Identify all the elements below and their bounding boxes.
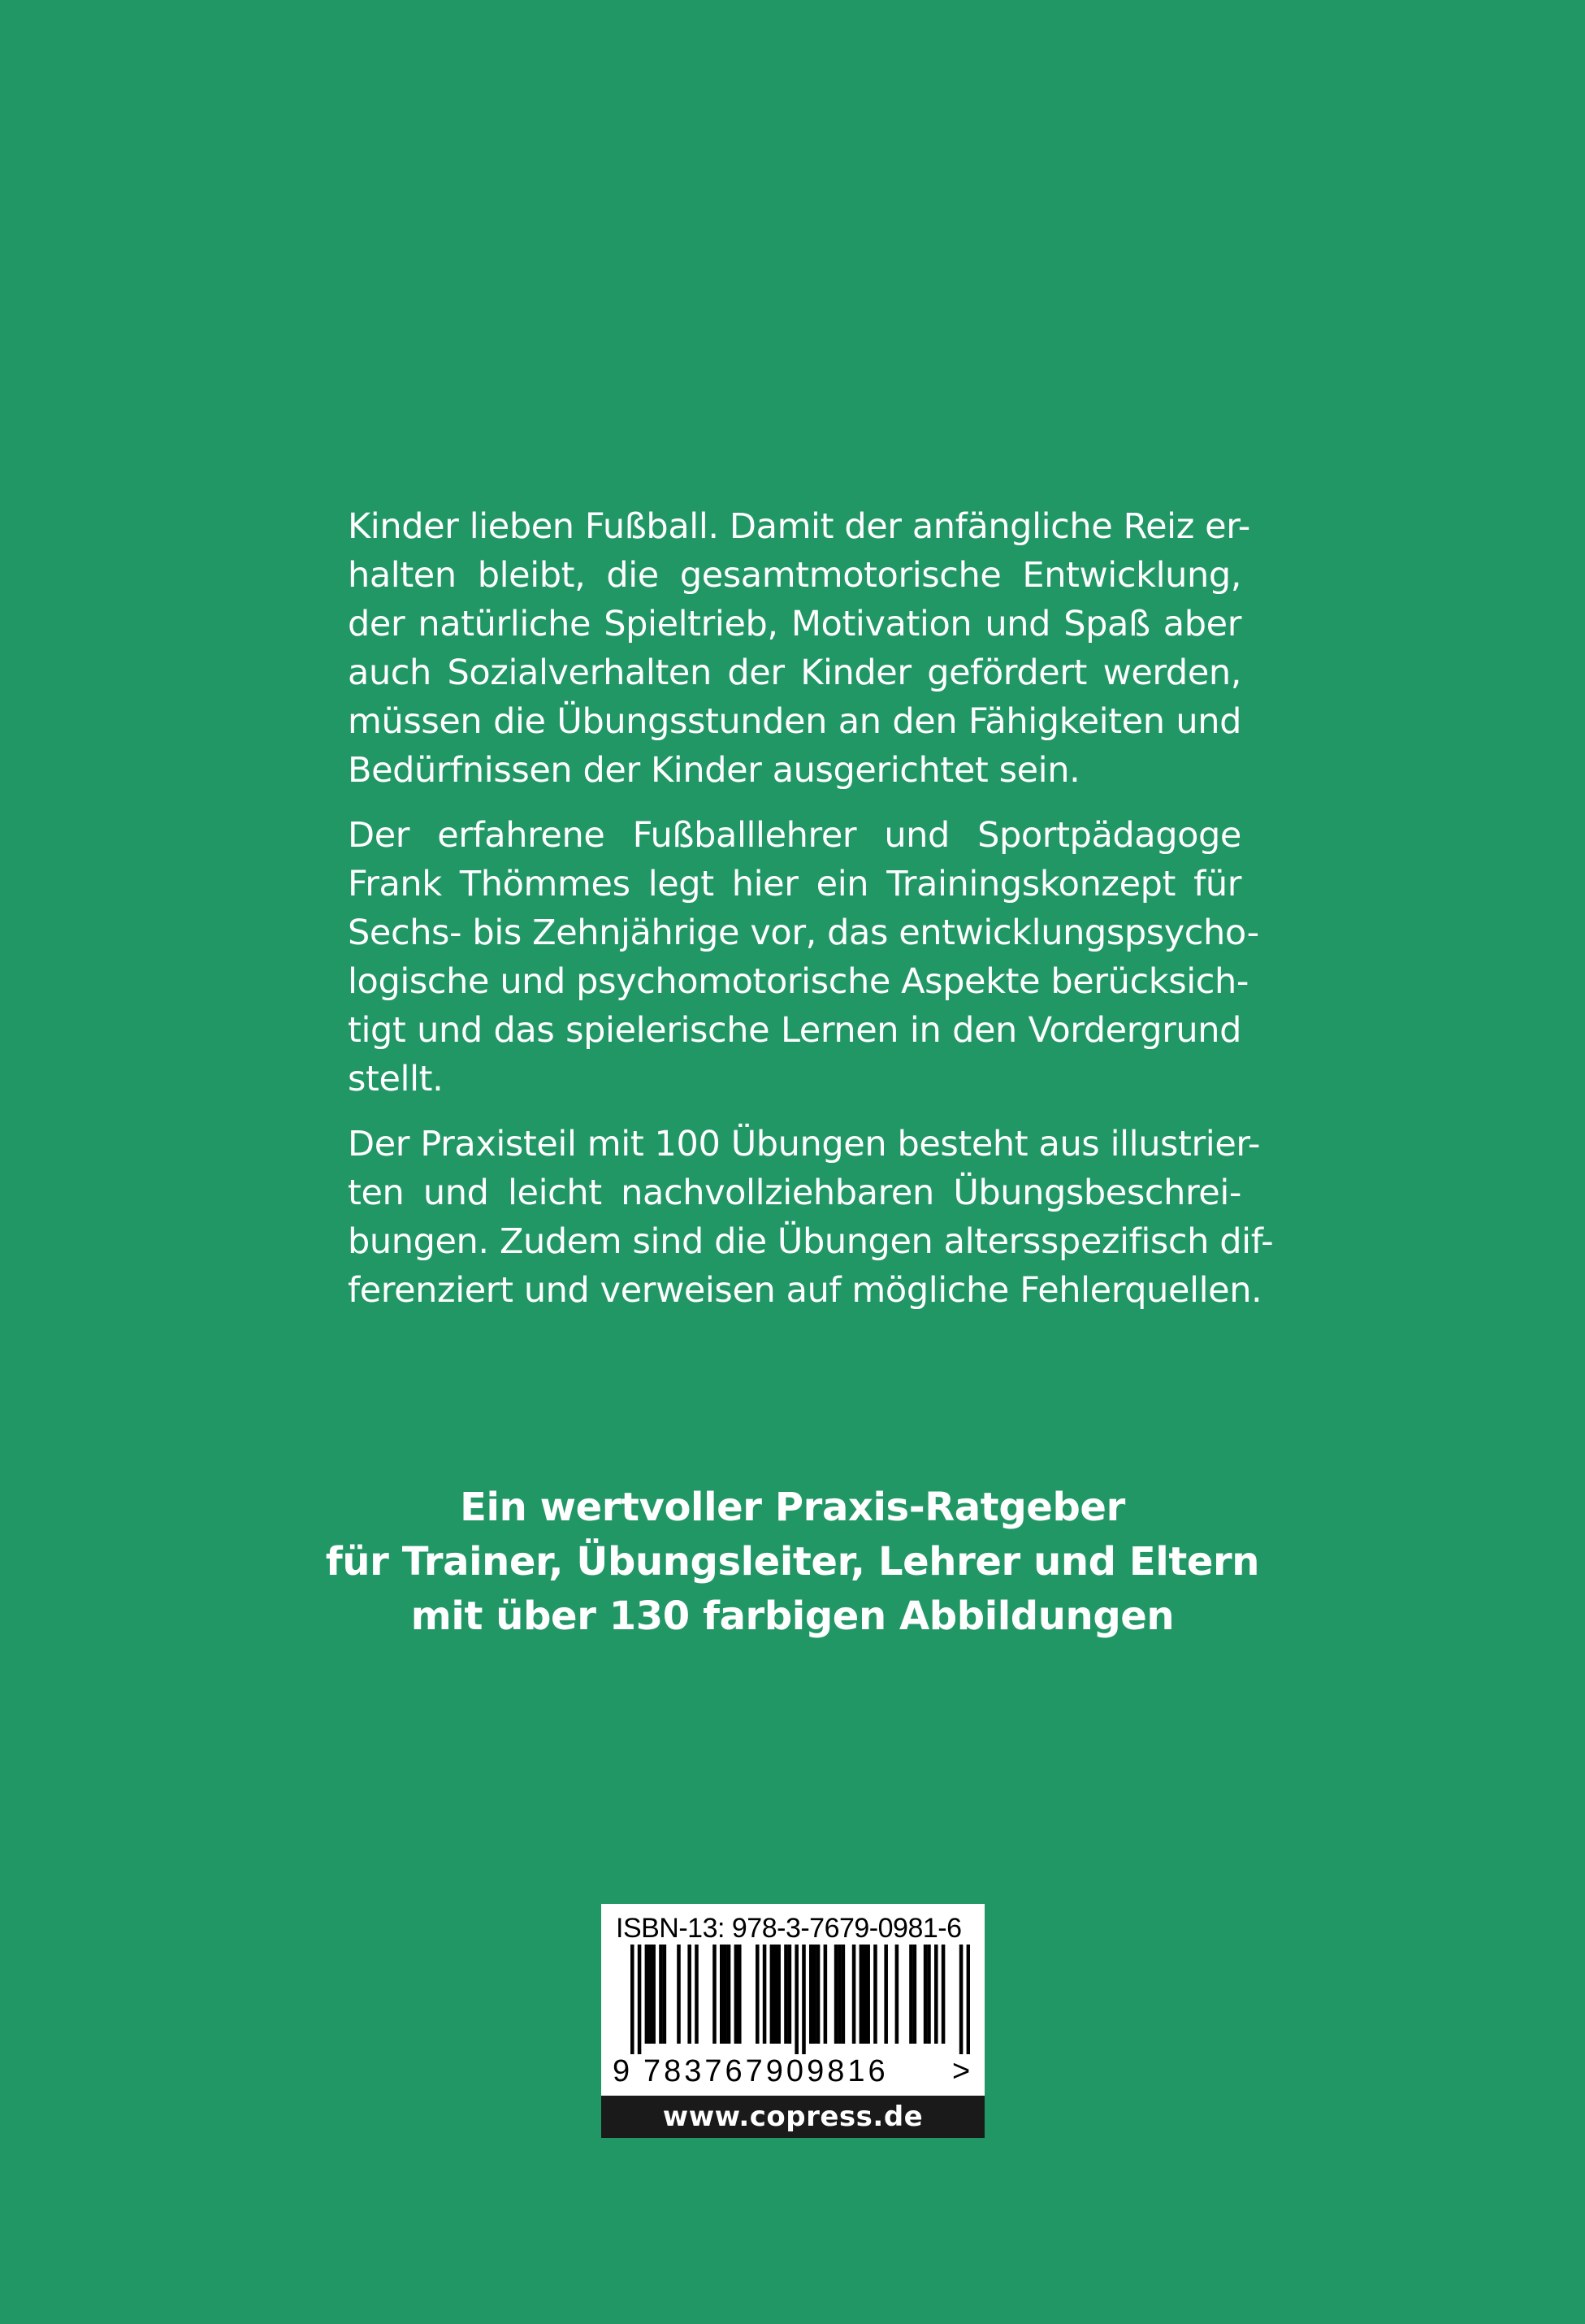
- blurb-line: Der erfahrene Fußballlehrer und Sportpädagoge: [348, 815, 1241, 856]
- barcode-bar: [652, 1945, 656, 2044]
- barcode-bar: [942, 1945, 946, 2044]
- publisher-url: www.copress.de: [601, 2096, 985, 2138]
- barcode-bar: [913, 1945, 917, 2044]
- blurb-line: der natürliche Spieltrieb, Motivation und Spaß aber: [348, 604, 1241, 644]
- barcode-bar: [720, 1945, 724, 2044]
- barcode-bar: [934, 1945, 938, 2044]
- ean-digit-groups: 783767909816: [643, 2054, 889, 2088]
- barcode-bar: [630, 1945, 634, 2054]
- blurb-line: halten bleibt, die gesamtmotorische Entwicklung,: [348, 555, 1241, 596]
- blurb-line: müssen die Übungsstunden an den Fähigkeiten und: [348, 701, 1241, 742]
- barcode-bar: [777, 1945, 781, 2044]
- barcode-bar: [967, 1945, 970, 2054]
- barcode-bar: [734, 1945, 738, 2044]
- barcode-bar: [677, 1945, 681, 2044]
- blurb-line: Frank Thömmes legt hier ein Trainingskonzept für: [348, 864, 1241, 904]
- barcode-bar: [795, 1945, 799, 2054]
- isbn-barcode: [601, 1904, 985, 2138]
- barcode-bar: [852, 1945, 856, 2044]
- barcode-bar: [816, 1945, 821, 2044]
- barcode-bar: [834, 1945, 838, 2044]
- barcode-bar: [863, 1945, 867, 2044]
- barcode-bar: [788, 1945, 792, 2044]
- barcode-bar: [959, 1945, 964, 2054]
- barcode-bar: [809, 1945, 813, 2044]
- barcode-bar: [860, 1945, 864, 2044]
- blurb-line: ten und leicht nachvollziehbaren Übungsbeschrei-: [348, 1173, 1241, 1213]
- barcode-bar: [770, 1945, 774, 2044]
- barcode-bar: [663, 1945, 667, 2044]
- barcode-bars: [613, 1945, 970, 2054]
- blurb-paragraph-1: [348, 502, 1250, 795]
- barcode-bar: [927, 1945, 931, 2044]
- blurb-line: bungen. Zudem sind die Übungen altersspezifisch dif-: [348, 1221, 1274, 1262]
- blurb-paragraph-2: [348, 811, 1259, 1103]
- tagline-line: Ein wertvoller Praxis-Ratgeber: [460, 1485, 1125, 1530]
- tagline-line: mit über 130 farbigen Abbildungen: [410, 1593, 1175, 1639]
- barcode-bar: [687, 1945, 691, 2044]
- blurb-line: stellt.: [348, 1059, 444, 1099]
- barcode-bar: [763, 1945, 767, 2044]
- barcode-bar: [895, 1945, 899, 2044]
- barcode-bar: [784, 1945, 788, 2044]
- barcode-bar: [727, 1945, 731, 2044]
- barcode-bar: [695, 1945, 699, 2044]
- blurb-line: logische und psychomotorische Aspekte berücksich-: [348, 961, 1249, 1002]
- barcode-bar: [909, 1945, 913, 2044]
- isbn-label: ISBN-13: 978-3-7679-0981-6: [616, 1913, 962, 1944]
- ean-first-digit: 9: [613, 2054, 630, 2088]
- tagline-line: für Trainer, Übungsleiter, Lehrer und Eltern: [325, 1539, 1260, 1585]
- barcode-bar: [824, 1945, 828, 2044]
- barcode-bar: [884, 1945, 888, 2044]
- barcode-bar: [638, 1945, 642, 2054]
- blurb-line: auch Sozialverhalten der Kinder gefördert werden,: [348, 653, 1241, 693]
- barcode-bar: [723, 1945, 727, 2044]
- cover-tagline: [0, 1481, 1585, 1644]
- barcode-bar: [648, 1945, 652, 2044]
- blurb-line: Bedürfnissen der Kinder ausgerichtet sein.: [348, 750, 1080, 791]
- barcode-bar: [924, 1945, 928, 2044]
- blurb-paragraph-3: [348, 1120, 1274, 1315]
- barcode-bar: [802, 1945, 806, 2054]
- barcode-bar: [866, 1945, 870, 2044]
- ean-digits: [613, 2053, 978, 2089]
- ean-quiet-zone-marker: >: [952, 2054, 971, 2088]
- barcode-bar: [773, 1945, 777, 2044]
- cover-blurb: [348, 502, 1274, 1331]
- blurb-line: tigt und das spielerische Lernen in den Vordergrund: [348, 1010, 1241, 1051]
- barcode-bar: [838, 1945, 842, 2044]
- blurb-line: Kinder lieben Fußball. Damit der anfängliche Reiz er-: [348, 506, 1250, 547]
- blurb-line: Der Praxisteil mit 100 Übungen besteht aus illustrier-: [348, 1124, 1261, 1164]
- barcode-bar: [842, 1945, 846, 2044]
- barcode-bar: [756, 1945, 760, 2044]
- barcode-bar: [712, 1945, 717, 2044]
- barcode-bar: [659, 1945, 663, 2044]
- barcode-bar: [812, 1945, 816, 2044]
- barcode-bar: [873, 1945, 877, 2044]
- blurb-line: ferenziert und verweisen auf mögliche Fehlerquellen.: [348, 1270, 1262, 1311]
- blurb-line: Sechs- bis Zehnjährige vor, das entwicklungspsycho-: [348, 913, 1259, 953]
- barcode-bar: [645, 1945, 649, 2044]
- barcode-bar: [738, 1945, 742, 2044]
